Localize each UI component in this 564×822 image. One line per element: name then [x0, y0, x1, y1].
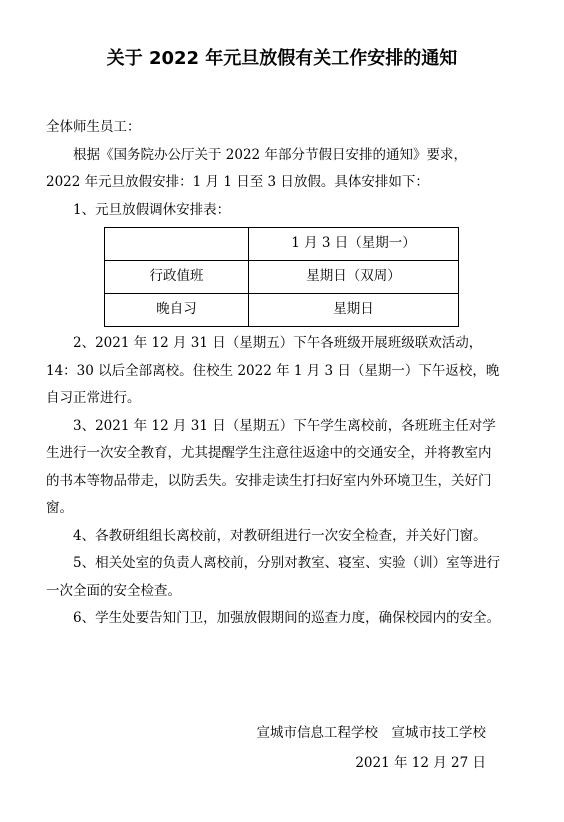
table-header-cell [105, 228, 249, 261]
signature-block [257, 718, 487, 778]
table-row [105, 261, 459, 294]
table-row [105, 294, 459, 327]
table-header-row [105, 228, 459, 261]
document-title: 关于 2022 年元旦放假有关工作安排的通知 [106, 48, 458, 69]
salutation: 全体师生员工： [46, 119, 141, 135]
item-paragraph: 5、相关处室的负责人离校前，分别对教室、寝室、实验（训）室等进行一次全面的安全检查。 [46, 555, 501, 599]
issuer-names: 宣城市信息工程学校 宣城市技工学校 [256, 725, 486, 741]
item-paragraph: 3、2021 年 12 月 31 日（星期五）下午学生离校前，各班班主任对学生进行一次安全教育，尤其提醒学生注意往返途中的交通安全，并将教室内的书本等物品带走，以防丢失。安排走读生打扫好室内外环境卫生，关好门窗。 [46, 417, 496, 516]
table-cell: 行政值班 [105, 261, 249, 294]
issue-date: 2021 年 12 月 27 日 [355, 755, 486, 771]
holiday-schedule-table [104, 227, 459, 327]
schedule-heading: 1、元旦放假调休安排表： [73, 201, 231, 218]
table-cell: 晚自习 [105, 294, 249, 327]
document-body [46, 114, 501, 633]
table-cell: 星期日 [249, 294, 459, 327]
item-paragraph: 2、2021 年 12 月 31 日（星期五）下午各班级开展班级联欢活动，14：30 以后全部离校。住校生 2022 年 1 月 3 日（星期一）下午返校，晚自习正常进行。 [46, 335, 500, 406]
table-cell: 星期日（双周） [249, 261, 459, 294]
item-paragraph: 6、学生处要告知门卫，加强放假期间的巡查力度，确保校园内的安全。 [73, 610, 501, 626]
item-paragraph: 4、各教研组组长离校前，对教研组进行一次安全检查，并关好门窗。 [73, 527, 487, 544]
intro-paragraph: 根据《国务院办公厅关于 2022 年部分节假日安排的通知》要求，2022 年元旦放假安排：1 月 1 日至 3 日放假。具体安排如下： [46, 146, 467, 190]
table-header-cell: 1 月 3 日（星期一） [249, 228, 459, 261]
